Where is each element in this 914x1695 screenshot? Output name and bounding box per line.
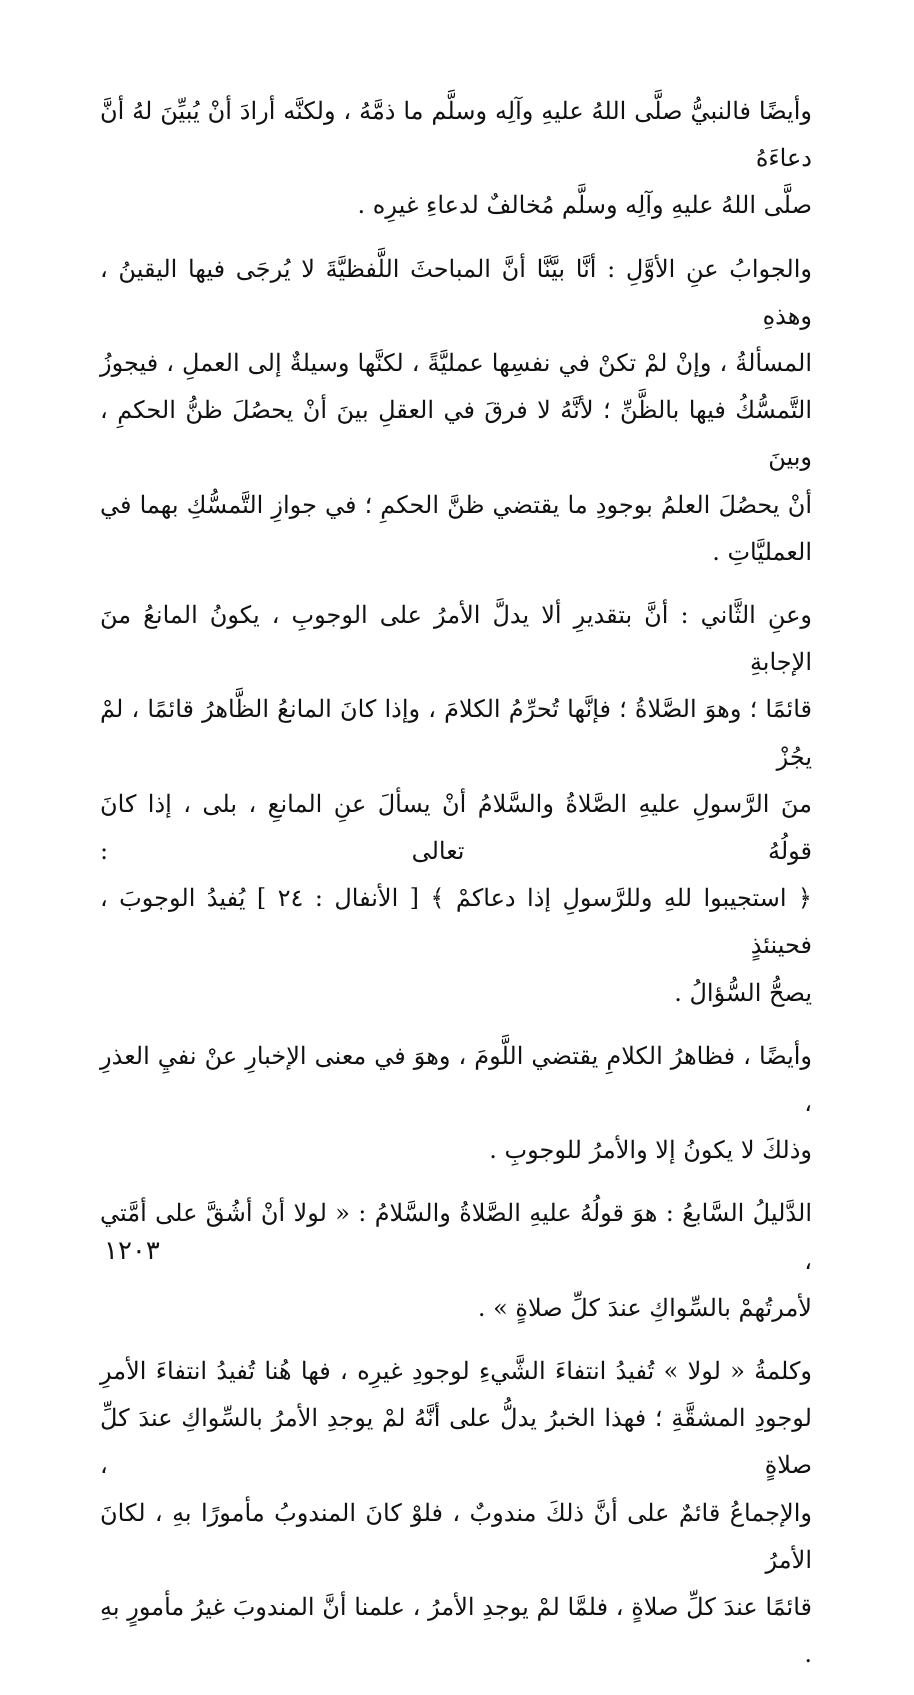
text-line: وأيضًا فالنبيُّ صلَّى اللهُ عليهِ وآلِه وسلَّم ما ذمَّهُ ، ولكنَّه أرادَ أنْ يُبيِّنَ لهُ أنَّ دعاءَهُ <box>100 97 812 173</box>
text-line: لوجودِ المشقَّةِ ؛ فهذا الخبرُ يدلُّ على أنَّهُ لمْ يوجدِ الأمرُ بالسِّواكِ عندَ كلِّ صلاةٍ ، <box>100 1404 812 1480</box>
text-line: أنْ يحصُلَ العلمُ بوجودِ ما يقتضي ظنَّ الحكمِ ؛ في جوازِ التَّمسُّكِ بهما في <box>100 490 812 519</box>
paragraph <box>100 1348 812 1678</box>
text-line: وذلكَ لا يكونُ إلا والأمرُ للوجوبِ . <box>489 1136 812 1165</box>
text-line: المسألةُ ، وإنْ لمْ تكنْ في نفسِها عمليَّةً ، لكنَّها وسيلةٌ إلى العملِ ، فيجوزُ <box>100 349 812 378</box>
text-line: الدَّليلُ السَّابعُ : هوَ قولُهُ عليهِ الصَّلاةُ والسَّلامُ : « لولا أنْ أشُقَّ على أمَّتي ، <box>100 1199 812 1275</box>
body-text <box>100 88 812 1695</box>
text-line: وكلمةُ « لولا » تُفيدُ انتفاءَ الشَّيءِ لوجودِ غيرِه ، فها هُنا تُفيدُ انتفاءَ الأمرِ <box>100 1357 812 1386</box>
paragraph <box>100 592 812 1017</box>
text-line: لأمرتُهمْ بالسِّواكِ عندَ كلِّ صلاةٍ » . <box>477 1293 812 1322</box>
text-line: التَّمسُّكُ فيها بالظَّنِّ ؛ لأنَّهُ لا فرقَ في العقلِ بينَ أنْ يحصُلَ ظنُّ الحكمِ ، وبينَ <box>100 396 812 472</box>
text-line: والجوابُ عنِ الأوَّلِ : أنَّا بيَّنَّا أنَّ المباحثَ اللَّفظيَّةَ لا يُرجَى فيها اليقينُ ، وهذهِ <box>100 254 812 330</box>
paragraph <box>100 1190 812 1332</box>
page-number: ١٢٠٣ <box>104 1236 160 1266</box>
text-line: صلَّى اللهُ عليهِ وآلِه وسلَّم مُخالفٌ لدعاءِ غيرِه . <box>357 191 812 220</box>
paragraph <box>100 246 812 576</box>
text-line: وأيضًا ، فظاهرُ الكلامِ يقتضي اللَّومَ ، وهوَ في معنى الإخبارِ عنْ نفيِ العذرِ ، <box>100 1041 812 1118</box>
text-line: قائمًا عندَ كلِّ صلاةٍ ، فلمَّا لمْ يوجدِ الأمرُ ، علمنا أنَّ المندوبَ غيرُ مأمورٍ بهِ . <box>100 1593 812 1669</box>
text-line: قائمًا ؛ وهوَ الصَّلاةُ ؛ فإنَّها تُحرِّمُ الكلامَ ، وإذا كانَ المانعُ الظَّاهرُ قائمًا ، لمْ يجُزْ <box>100 695 812 771</box>
text-line: يصحُّ السُّؤالُ . <box>674 978 812 1007</box>
paragraph <box>100 1033 812 1175</box>
text-line: منَ الرَّسولِ عليهِ الصَّلاةُ والسَّلامُ أنْ يسألَ عنِ المانعِ ، بلى ، إذا كانَ قولُهُ تعالى : <box>100 789 812 866</box>
paragraph <box>100 88 812 230</box>
text-line: وعنِ الثَّاني : أنَّ بتقديرِ ألا يدلَّ الأمرُ على الوجوبِ ، يكونُ المانعُ منَ الإجابةِ <box>100 601 812 677</box>
text-line: العمليَّاتِ . <box>712 537 812 566</box>
text-line: والإجماعُ قائمٌ على أنَّ ذلكَ مندوبٌ ، فلوْ كانَ المندوبُ مأمورًا بهِ ، لكانَ الأمرُ <box>100 1498 812 1574</box>
text-line: ﴿ استجيبوا للهِ وللرَّسولِ إذا دعاكمْ ﴾ [ الأنفال : ٢٤ ] يُفيدُ الوجوبَ ، فحينئذٍ <box>100 884 812 960</box>
